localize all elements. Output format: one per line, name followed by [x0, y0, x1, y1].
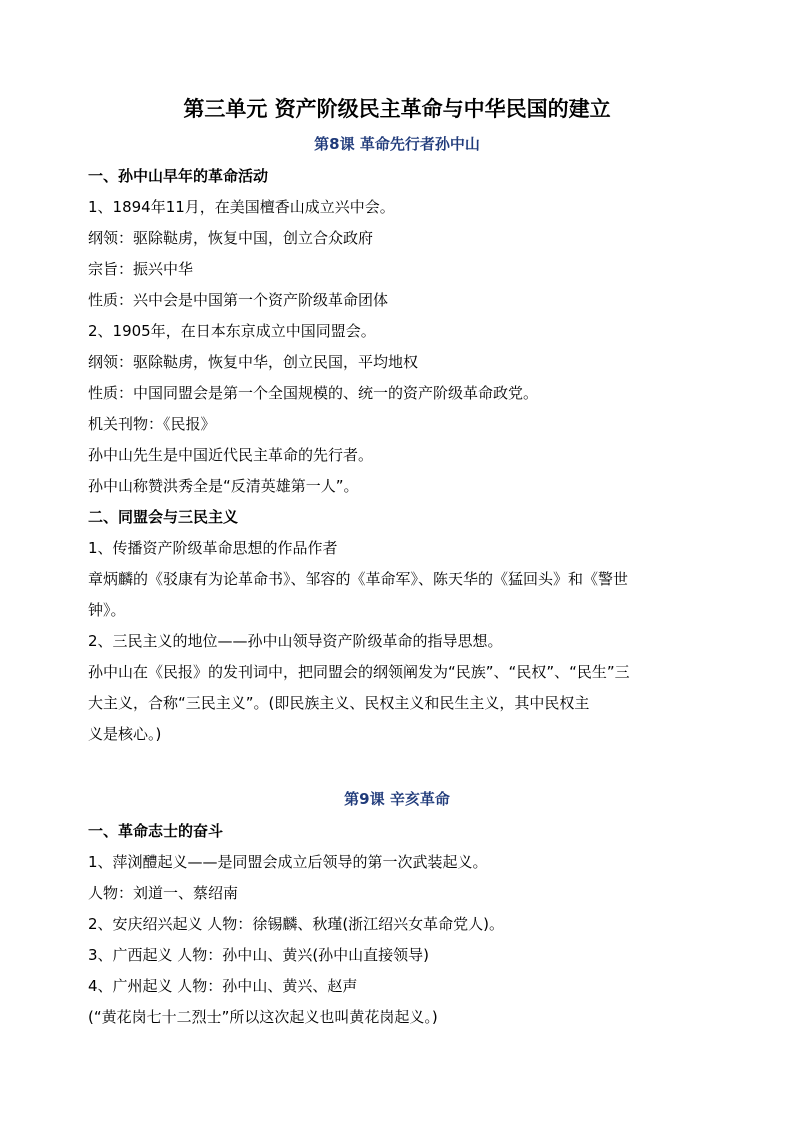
lesson9-section1-heading: 一、革命志士的奋斗	[88, 822, 224, 840]
paragraph-line: 孙中山先生是中国近代民主革命的先行者。	[88, 446, 374, 464]
paragraph-line: 纲领：驱除鞑虏，恢复中华，创立民国，平均地权	[88, 353, 419, 371]
paragraph-line: 宗旨：振兴中华	[88, 260, 194, 278]
paragraph-line: 4、广州起义 人物：孙中山、黄兴、赵声	[88, 977, 358, 995]
paragraph-line: 2、1905年，在日本东京成立中国同盟会。	[88, 322, 376, 340]
lesson9-title: 第9课 辛亥革命	[344, 790, 450, 808]
paragraph-line: 机关刊物：《民报》	[88, 415, 216, 433]
lesson8-title: 第8课 革命先行者孙中山	[314, 135, 480, 153]
paragraph-line: 大主义，合称“三民主义”。(即民族主义、民权主义和民生主义，其中民权主	[88, 694, 590, 712]
paragraph-line: 人物：刘道一、蔡绍南	[88, 884, 239, 902]
lesson8-section2-heading: 二、同盟会与三民主义	[88, 508, 239, 526]
paragraph-line: 孙中山称赞洪秀全是“反清英雄第一人”。	[88, 477, 359, 495]
paragraph-line: 3、广西起义 人物：孙中山、黄兴(孙中山直接领导)	[88, 946, 430, 964]
paragraph-line: 1、传播资产阶级革命思想的作品作者	[88, 539, 338, 557]
lesson8-section1-heading: 一、孙中山早年的革命活动	[88, 167, 269, 185]
paragraph-line: 纲领：驱除鞑虏，恢复中国，创立合众政府	[88, 229, 374, 247]
paragraph-line: 孙中山在《民报》的发刊词中，把同盟会的纲领阐发为“民族”、“民权”、“民生”三	[88, 663, 630, 681]
paragraph-line: (“黄花岗七十二烈士”所以这次起义也叫黄花岗起义。)	[88, 1008, 438, 1026]
paragraph-line: 钟》。	[88, 601, 126, 619]
paragraph-line: 1、1894年11月，在美国檀香山成立兴中会。	[88, 198, 395, 216]
unit-title: 第三单元 资产阶级民主革命与中华民国的建立	[183, 97, 611, 121]
paragraph-line: 性质：兴中会是中国第一个资产阶级革命团体	[88, 291, 389, 309]
paragraph-line: 义是核心。)	[88, 725, 162, 743]
paragraph-line: 2、安庆绍兴起义 人物：徐锡麟、秋瑾(浙江绍兴女革命党人)。	[88, 915, 505, 933]
paragraph-line: 性质：中国同盟会是第一个全国规模的、统一的资产阶级革命政党。	[88, 384, 539, 402]
paragraph-line: 1、萍浏醴起义——是同盟会成立后领导的第一次武装起义。	[88, 853, 488, 871]
paragraph-line: 章炳麟的《驳康有为论革命书》、邹容的《革命军》、陈天华的《猛回头》和《警世	[88, 570, 629, 588]
paragraph-line: 2、三民主义的地位——孙中山领导资产阶级革命的指导思想。	[88, 632, 503, 650]
